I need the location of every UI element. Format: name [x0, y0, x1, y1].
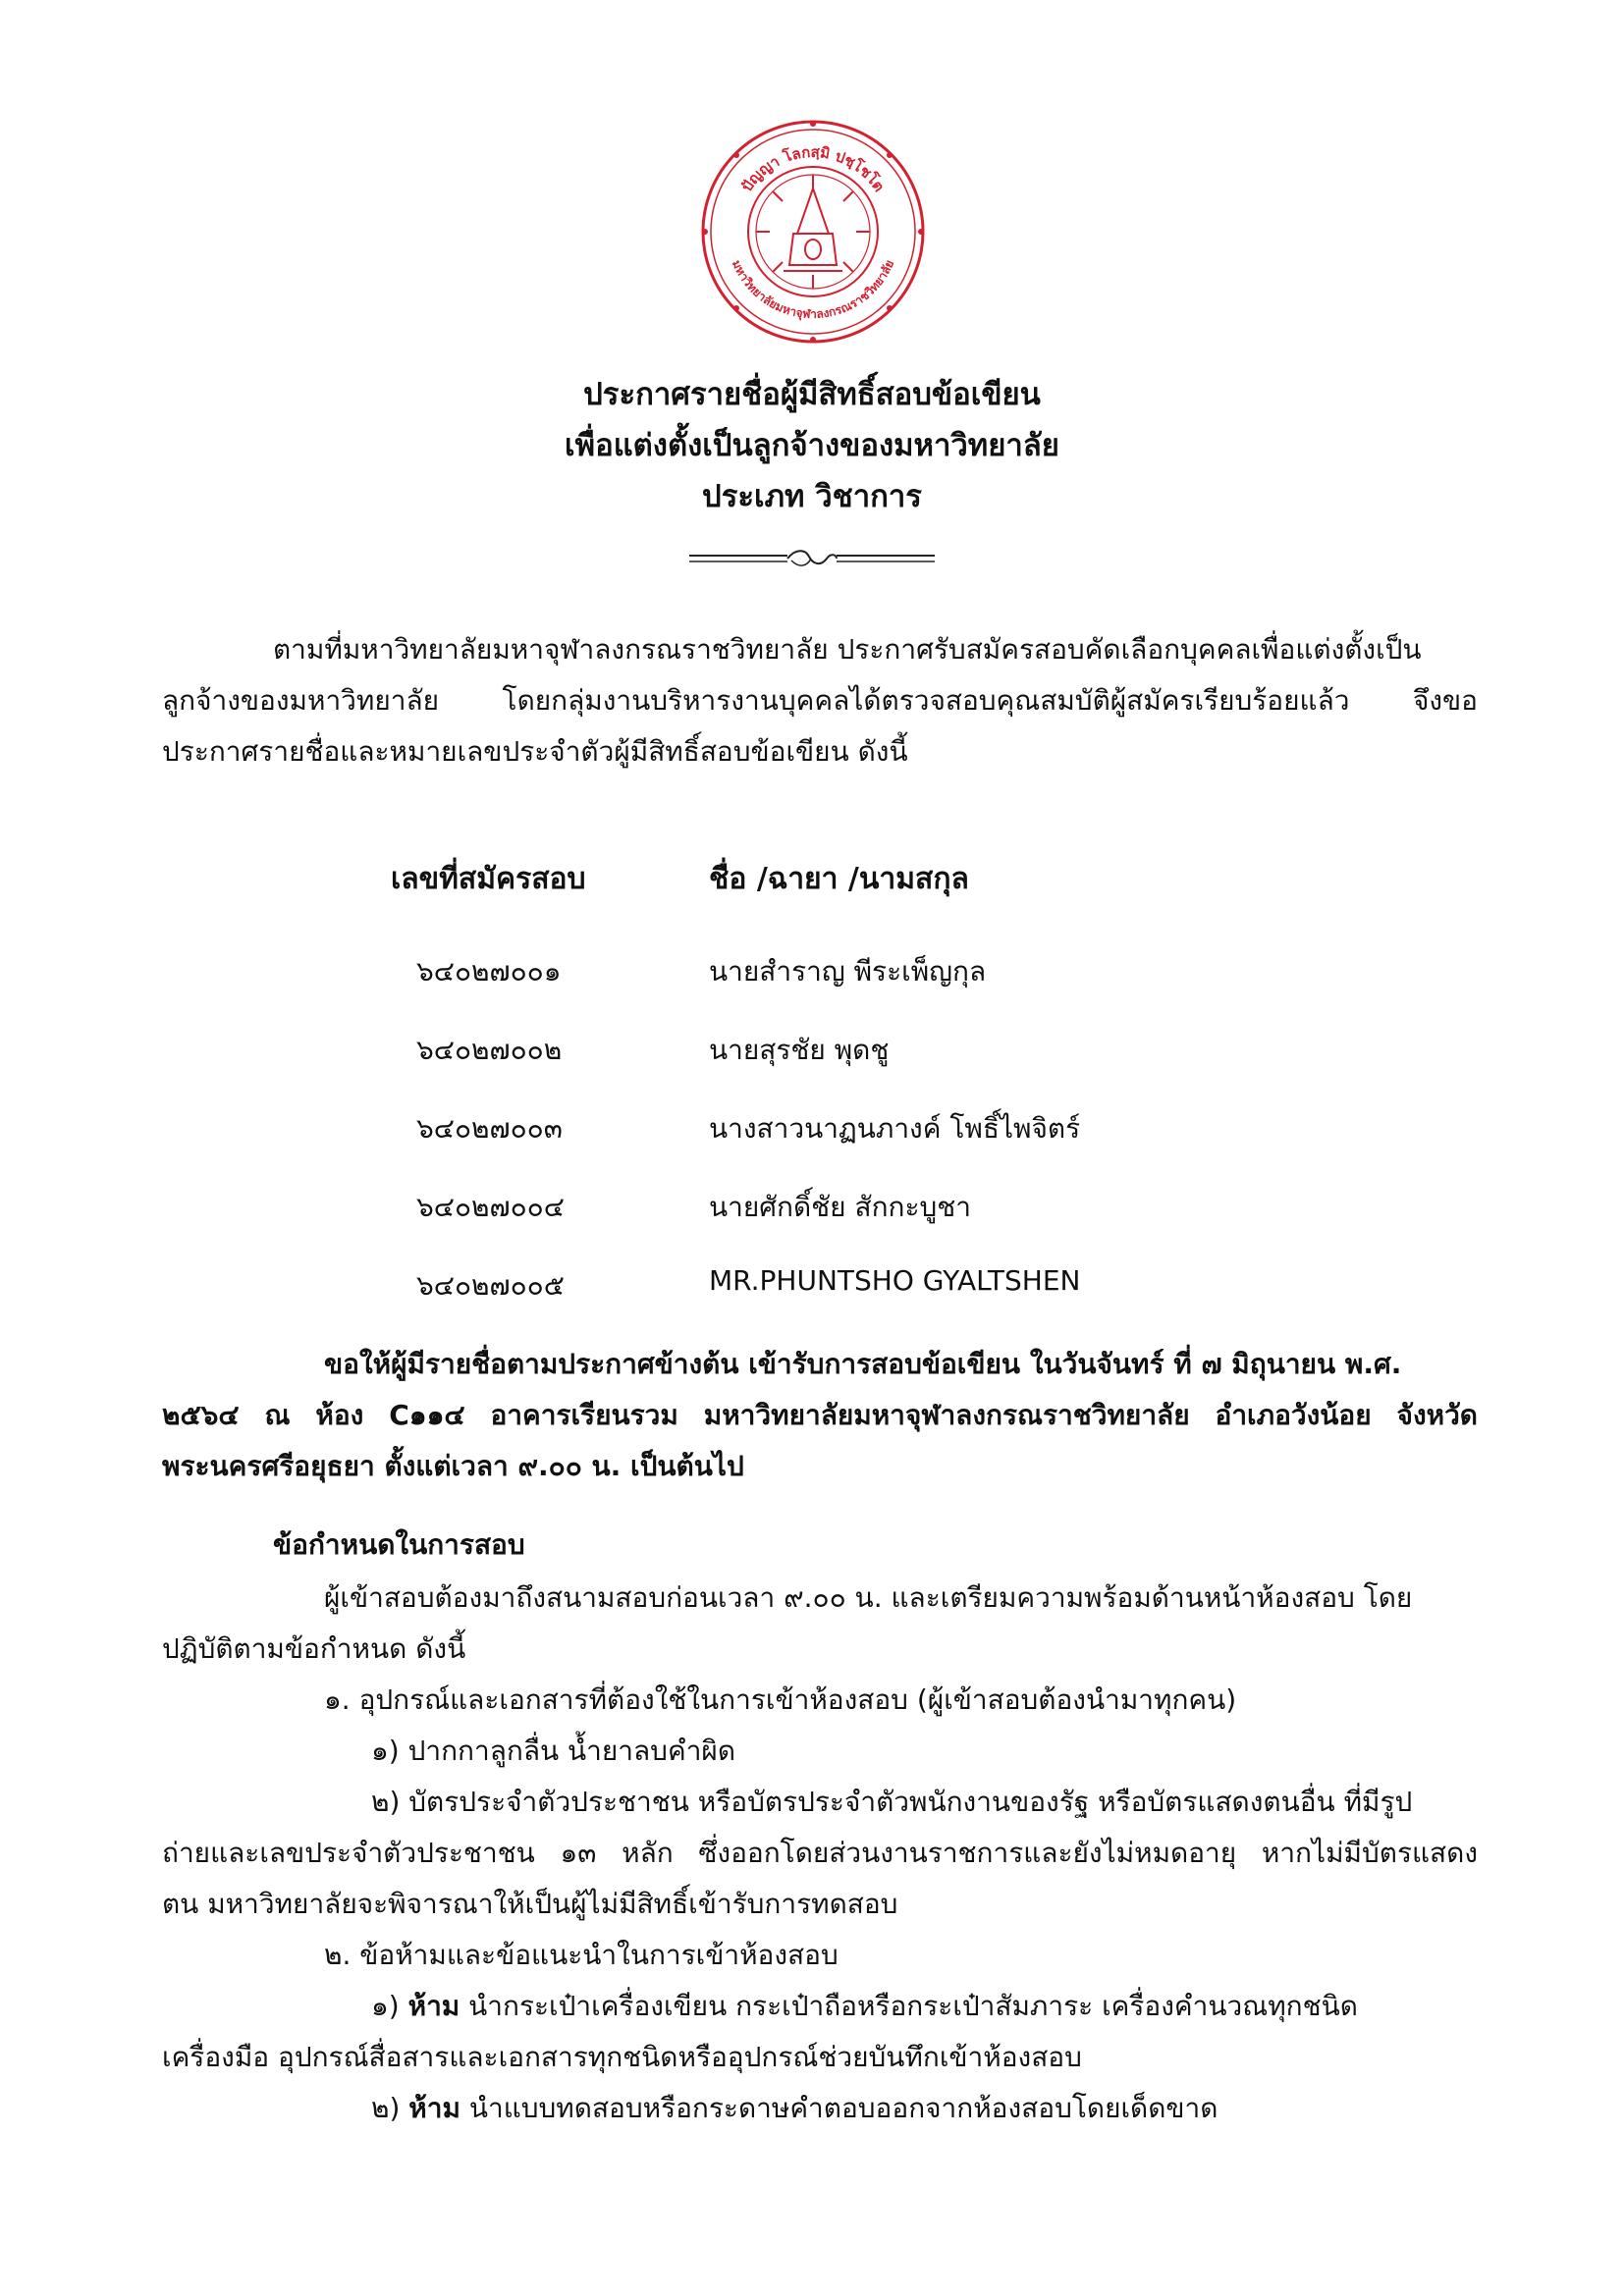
exam-notice-line3: พระนครศรีอยุธยา ตั้งแต่เวลา ๙.๐๐ น. เป็นต้นไป	[162, 1450, 744, 1482]
applicant-name: MR.PHUNTSHO GYALTSHEN	[709, 1264, 1081, 1297]
intro-line2: ลูกจ้างของมหาวิทยาลัย โดยกลุ่มงานบริหารงานบุคคลได้ตรวจสอบคุณสมบัติผู้สมัครเรียบร้อยแล้ว จึงขอ	[162, 684, 1478, 717]
rules-intro-line1: ผู้เข้าสอบต้องมาถึงสนามสอบก่อนเวลา ๙.๐๐ น. และเตรียมความพร้อมด้านหน้าห้องสอบ โดย	[324, 1581, 1413, 1614]
seal-emblem-icon	[699, 118, 927, 346]
ornament-divider-icon	[689, 545, 935, 572]
applicant-id: ๖๔๐๒๗๐๐๕	[416, 1269, 565, 1302]
rule-item-2-2-text: นำแบบทดสอบหรือกระดาษคำตอบออกจากห้องสอบโดยเด็ดขาด	[468, 2092, 1218, 2124]
intro-line3: ประกาศรายชื่อและหมายเลขประจำตัวผู้มีสิทธิ์สอบข้อเขียน ดังนี้	[162, 735, 908, 768]
applicant-id: ๖๔๐๒๗๐๐๑	[416, 955, 562, 988]
rule-item-1-2-line2: ถ่ายและเลขประจำตัวประชาชน ๑๓ หลัก ซึ่งออกโดยส่วนงานราชการและยังไม่หมดอายุ หากไม่มีบัตรแสดง	[162, 1837, 1478, 1869]
column-header-applicant-id: เลขที่สมัครสอบ	[391, 862, 586, 896]
rule-item-2-2-prohibit: ห้าม	[408, 2092, 460, 2124]
applicant-id: ๖๔๐๒๗๐๐๔	[416, 1191, 565, 1223]
rule-item-2-1-number: ๑)	[371, 1990, 400, 2022]
rule-item-2: ๒. ข้อห้ามและข้อแนะนำในการเข้าห้องสอบ	[324, 1939, 839, 1971]
rule-item-2-2-number: ๒)	[371, 2092, 401, 2124]
rule-item-2-2	[371, 2087, 1218, 2130]
applicant-name: นางสาวนาฏนภางค์ โพธิ์ไพจิตร์	[709, 1112, 1081, 1145]
exam-notice-line2: ๒๕๖๔ ณ ห้อง C๑๑๔ อาคารเรียนรวม มหาวิทยาลัยมหาจุฬาลงกรณราชวิทยาลัย อำเภอวังน้อย จังหวัด	[162, 1399, 1478, 1431]
announcement-title-line3: ประเภท วิชาการ	[702, 479, 922, 514]
svg-text:มหาวิทยาลัยมหาจุฬาลงกรณราชวิทย	[730, 258, 896, 321]
applicant-id: ๖๔๐๒๗๐๐๓	[416, 1112, 563, 1145]
intro-line1: ตามที่มหาวิทยาลัยมหาจุฬาลงกรณราชวิทยาลัย ประกาศรับสมัครสอบคัดเลือกบุคคลเพื่อแต่งตั้งเป็น	[273, 633, 1422, 666]
announcement-title-line1: ประกาศรายชื่อผู้มีสิทธิ์สอบข้อเขียน	[583, 377, 1041, 412]
rule-item-1-2-line1: ๒) บัตรประจำตัวประชาชน หรือบัตรประจำตัวพนักงานของรัฐ หรือบัตรแสดงตนอื่น ที่มีรูป	[371, 1786, 1413, 1818]
announcement-title-line2: เพื่อแต่งตั้งเป็นลูกจ้างของมหาวิทยาลัย	[565, 428, 1059, 463]
applicant-name: นายสำราญ พีระเพ็ญกุล	[709, 955, 987, 988]
exam-notice-line1: ขอให้ผู้มีรายชื่อตามประกาศข้างต้น เข้ารับการสอบข้อเขียน ในวันจันทร์ ที่ ๗ มิถุนายน พ.ศ.	[324, 1348, 1402, 1380]
rule-item-1: ๑. อุปกรณ์และเอกสารที่ต้องใช้ในการเข้าห้องสอบ (ผู้เข้าสอบต้องนำมาทุกคน)	[324, 1683, 1237, 1716]
rule-item-2-1-prohibit: ห้าม	[407, 1990, 460, 2022]
rule-item-1-1: ๑) ปากกาลูกลื่น น้ำยาลบคำผิด	[371, 1735, 735, 1767]
applicant-name: นายสุรชัย พุดชู	[709, 1034, 890, 1066]
rule-item-2-1-line2: เครื่องมือ อุปกรณ์สื่อสารและเอกสารทุกชนิดหรืออุปกรณ์ช่วยบันทึกเข้าห้องสอบ	[162, 2041, 1082, 2073]
rules-intro-line2: ปฏิบัติตามข้อกำหนด ดังนี้	[162, 1632, 466, 1665]
applicant-name: นายศักดิ์ชัย สักกะบูชา	[709, 1191, 972, 1223]
rules-heading: ข้อกำหนดในการสอบ	[273, 1528, 525, 1561]
seal-bottom-text: มหาวิทยาลัยมหาจุฬาลงกรณราชวิทยาลัย	[729, 257, 897, 322]
applicant-id: ๖๔๐๒๗๐๐๒	[416, 1034, 563, 1066]
university-seal	[699, 118, 927, 346]
rule-item-2-1-text: นำกระเป๋าเครื่องเขียน กระเป๋าถือหรือกระเป๋าสัมภาระ เครื่องคำนวณทุกชนิด	[468, 1990, 1358, 2022]
seal-top-text: ปัญญา โลกสฺมิ ปชฺโชโต	[737, 142, 889, 195]
column-header-name: ชื่อ /ฉายา /นามสกุล	[709, 862, 969, 896]
rule-item-2-1-line1	[371, 1985, 1358, 2028]
rule-item-1-2-line3: ตน มหาวิทยาลัยจะพิจารณาให้เป็นผู้ไม่มีสิทธิ์เข้ารับการทดสอบ	[162, 1888, 898, 1920]
